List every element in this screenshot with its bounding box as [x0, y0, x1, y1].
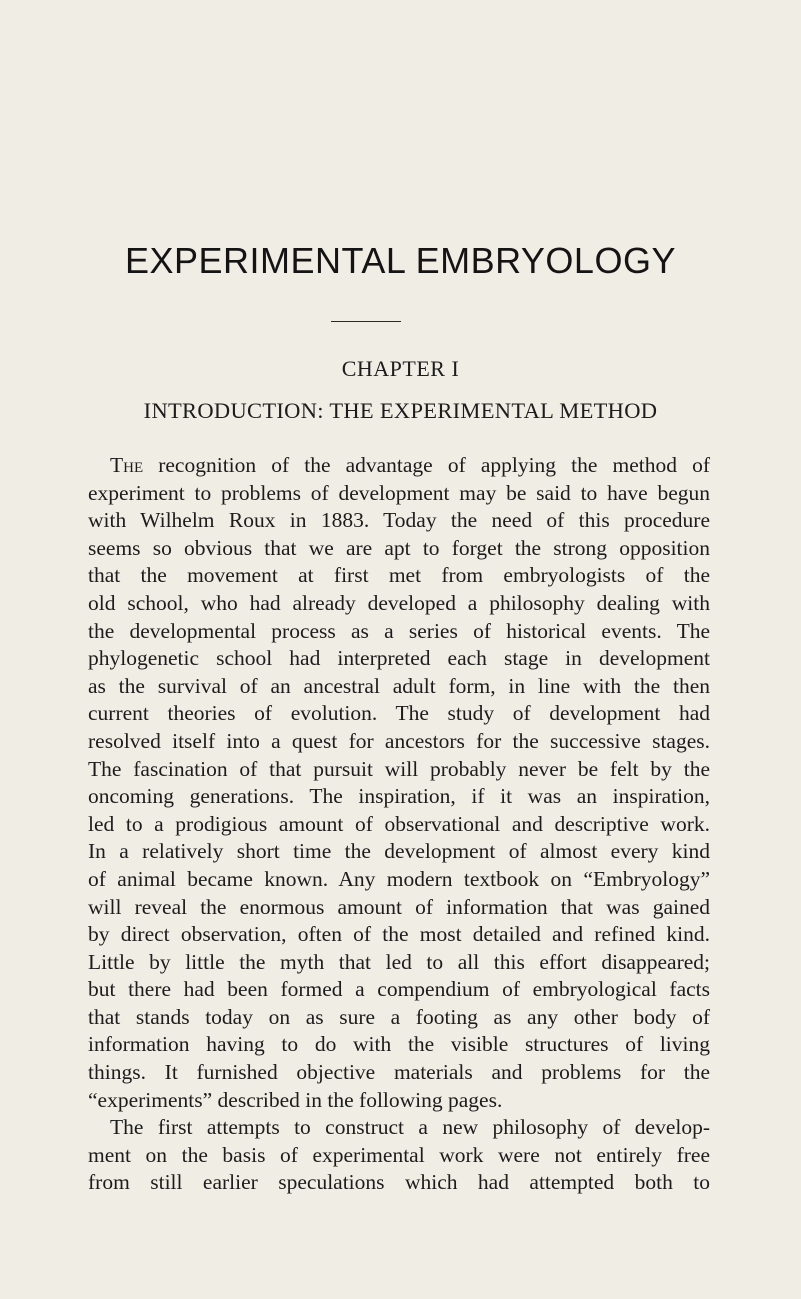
text-line: The first attempts to construct a new philosophy of develop-: [110, 1115, 710, 1140]
text-line: will reveal the enormous amount of information that was gained: [88, 894, 710, 919]
text-line: “experiments” described in the following pages.: [88, 1087, 503, 1112]
text-line: led to a prodigious amount of observational and descriptive work.: [88, 811, 710, 836]
text-line: [88, 452, 710, 480]
chapter-number: CHAPTER I: [341, 356, 460, 381]
text-line: by direct observation, often of the most detailed and refined kind.: [88, 922, 710, 947]
text-line: resolved itself into a quest for ancestors for the successive stages.: [88, 728, 710, 753]
text-line: ment on the basis of experimental work were not entirely free: [88, 1142, 710, 1167]
text-line: experiment to problems of development may be said to have begun: [88, 480, 710, 505]
text-line: The fascination of that pursuit will probably never be felt by the: [88, 756, 710, 781]
text-line: as the survival of an ancestral adult form, in line with the then: [88, 673, 710, 698]
body-text: [88, 452, 710, 1197]
text-line-content: recognition of the advantage of applying the method of: [143, 453, 710, 477]
title-divider: [331, 321, 401, 322]
text-line: things. It furnished objective materials and problems for the: [88, 1060, 710, 1085]
text-line: information having to do with the visible structures of living: [88, 1032, 710, 1057]
book-title: EXPERIMENTAL EMBRYOLOGY: [125, 240, 676, 281]
text-line: old school, who had already developed a philosophy dealing with: [88, 590, 710, 615]
text-line: phylogenetic school had interpreted each stage in development: [88, 646, 710, 671]
opening-word: The: [110, 453, 144, 477]
text-line: with Wilhelm Roux in 1883. Today the need of this procedure: [88, 508, 710, 533]
text-line: from still earlier speculations which had attempted both to: [88, 1170, 710, 1195]
text-line: current theories of evolution. The study of development had: [88, 701, 710, 726]
text-line: the developmental process as a series of historical events. The: [88, 618, 710, 643]
text-line: In a relatively short time the development of almost every kind: [88, 839, 710, 864]
text-line: that the movement at first met from embryologists of the: [88, 563, 710, 588]
text-line: of animal became known. Any modern textbook on “Embryology”: [88, 866, 710, 891]
chapter-title: INTRODUCTION: THE EXPERIMENTAL METHOD: [143, 398, 658, 423]
text-line: Little by little the myth that led to all this effort disappeared;: [88, 949, 710, 974]
text-line: that stands today on as sure a footing as any other body of: [88, 1004, 710, 1029]
text-line: seems so obvious that we are apt to forget the strong opposition: [88, 535, 710, 560]
text-line: but there had been formed a compendium of embryological facts: [88, 977, 710, 1002]
text-line: oncoming generations. The inspiration, if it was an inspiration,: [88, 784, 710, 809]
